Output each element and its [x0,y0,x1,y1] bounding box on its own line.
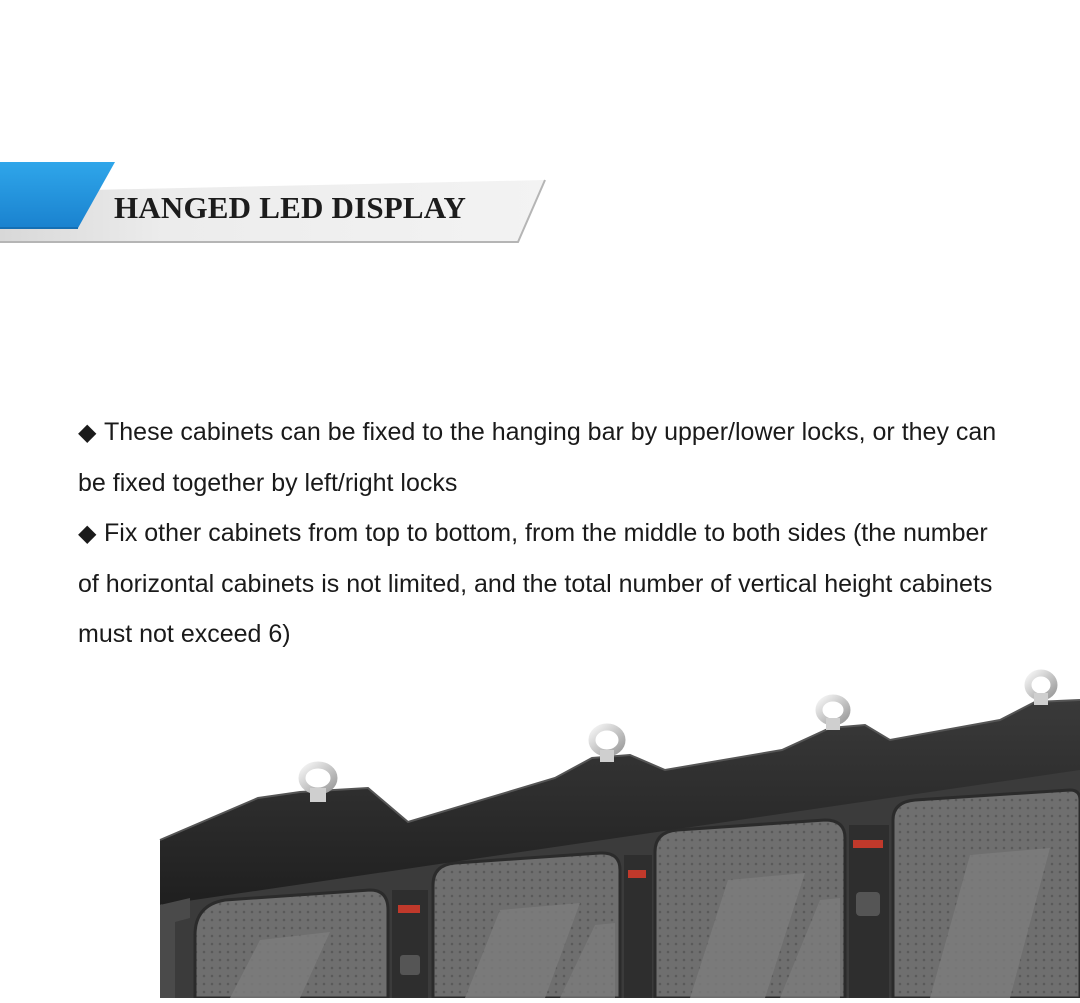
cabinet-panel [893,790,1080,998]
cabinet-panel [655,820,845,998]
lifting-eye-icon [819,698,847,730]
bullet-text: These cabinets can be fixed to the hanging bar by upper/lower locks, or they can be fixed together by left/right locks [78,418,997,497]
bullet-item [78,407,1008,508]
bullet-item [78,508,1008,659]
cabinet-panel [195,890,388,998]
section-title: HANGED LED DISPLAY [114,190,467,225]
description-list [78,407,1008,659]
led-cabinet-product-image [0,660,1080,998]
diamond-bullet-icon: ◆ [78,419,97,446]
cabinet-panel [433,853,620,998]
lifting-eye-icon [1028,673,1054,705]
bullet-text: Fix other cabinets from top to bottom, from the middle to both sides (the number of horizontal cabinets is not limited, and the total number of vertical height cabinets must not exceed 6) [78,519,993,648]
led-cabinets-illustration [0,660,1080,998]
diamond-bullet-icon: ◆ [78,520,97,547]
